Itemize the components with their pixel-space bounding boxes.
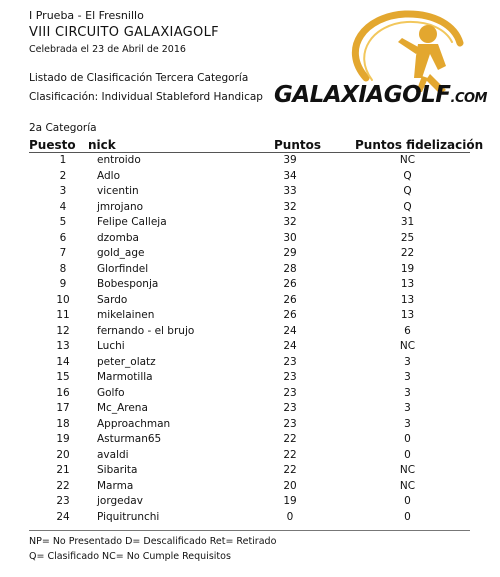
nick-cell: vicentin [97,185,139,197]
nick-cell: Glorfindel [97,262,149,275]
position-cell: 19 [56,433,70,445]
position-cell: 10 [56,293,70,306]
nick-cell: peter_olatz [97,355,156,368]
loyalty-points-cell: 0 [404,495,411,507]
column-header-nick: nick [88,138,116,152]
column-header-position: Puesto [29,138,76,152]
position-cell: 14 [56,355,70,368]
nick-cell: mikelainen [97,309,155,321]
nick-cell: Golfo [97,386,125,399]
points-cell: 22 [283,433,297,445]
nick-cell: Felipe Calleja [97,216,167,228]
galaxiagolf-logo [270,8,487,108]
table-row [0,448,500,464]
table-row [0,184,500,200]
position-cell: 23 [56,495,70,507]
position-cell: 17 [56,402,70,414]
nick-cell: Marma [97,479,134,492]
loyalty-points-cell: 3 [404,386,411,399]
position-cell: 5 [59,216,67,228]
nick-cell: Bobesponja [97,278,159,290]
table-row [0,432,500,448]
nick-cell: Approachman [97,417,171,430]
nick-cell: entroido [97,154,141,166]
results-table [0,153,500,525]
footer-divider [29,530,470,531]
position-cell: 7 [59,247,67,259]
position-cell: 2 [59,169,67,182]
points-cell: 24 [283,324,297,337]
points-cell: 32 [283,200,297,213]
nick-cell: Adlo [97,169,121,182]
points-cell: 28 [283,262,297,275]
table-row [0,215,500,231]
nick-cell: jmrojano [97,200,144,213]
loyalty-points-cell: 13 [400,293,415,306]
classification-type: Clasificación: Individual Stableford Handicap [29,91,263,103]
points-cell: 23 [283,402,297,414]
table-row [0,417,500,433]
loyalty-points-cell: 0 [404,433,411,445]
points-cell: 0 [286,510,294,523]
points-cell: 20 [283,479,297,492]
loyalty-points-cell: 3 [404,355,411,368]
table-row [0,324,500,340]
loyalty-points-cell: 6 [404,324,411,337]
legend-line-1: NP= No Presentado D= Descalificado Ret= Retirado [29,536,277,547]
position-cell: 4 [59,200,67,213]
points-cell: 23 [283,355,297,368]
nick-cell: Mc_Arena [97,402,148,414]
category-label: 2a Categoría [29,122,97,134]
position-cell: 16 [56,386,70,399]
points-cell: 29 [283,247,297,259]
table-row [0,463,500,479]
loyalty-points-cell: 3 [404,402,411,414]
position-cell: 13 [56,340,70,352]
nick-cell: Luchi [97,340,125,352]
table-row [0,277,500,293]
table-row [0,355,500,371]
points-cell: 39 [283,154,297,166]
loyalty-points-cell: 25 [400,231,415,244]
nick-cell: jorgedav [97,495,143,507]
logo-wordmark: GALAXIAGOLF.COM [274,82,487,108]
loyalty-points-cell: 3 [404,417,411,430]
loyalty-points-cell: 19 [400,262,415,275]
position-cell: 6 [59,231,67,244]
table-row [0,153,500,169]
position-cell: 24 [56,510,70,523]
loyalty-points-cell: 3 [404,371,411,383]
nick-cell: gold_age [97,247,145,259]
points-cell: 19 [283,495,297,507]
column-header-loyalty-points: Puntos fidelización [355,138,484,152]
nick-cell: Marmotilla [97,371,153,383]
position-cell: 11 [56,309,70,321]
points-cell: 30 [283,231,297,244]
table-row [0,401,500,417]
points-cell: 26 [283,278,297,290]
loyalty-points-cell: 13 [400,278,415,290]
loyalty-points-cell: NC [399,464,416,476]
points-cell: 26 [283,309,297,321]
nick-cell: Sardo [97,293,128,306]
loyalty-points-cell: Q [403,169,412,182]
position-cell: 15 [56,371,70,383]
points-cell: 22 [283,464,297,476]
circuit-title: VIII CIRCUITO GALAXIAGOLF [29,25,219,40]
position-cell: 1 [59,154,67,166]
position-cell: 22 [56,479,70,492]
loyalty-points-cell: NC [399,340,416,352]
loyalty-points-cell: 31 [400,216,415,228]
position-cell: 8 [59,262,67,275]
nick-cell: Sibarita [97,464,138,476]
table-row [0,479,500,495]
column-header-points: Puntos [274,138,322,152]
position-cell: 12 [56,324,70,337]
table-row [0,308,500,324]
table-row [0,370,500,386]
nick-cell: avaldi [97,448,129,461]
position-cell: 21 [56,464,70,476]
points-cell: 22 [283,448,297,461]
position-cell: 3 [59,185,67,197]
event-date: Celebrada el 23 de Abril de 2016 [29,44,186,55]
nick-cell: Asturman65 [97,433,162,445]
loyalty-points-cell: 22 [400,247,415,259]
position-cell: 18 [56,417,70,430]
table-row [0,200,500,216]
table-row [0,494,500,510]
table-row [0,246,500,262]
points-cell: 24 [283,340,297,352]
legend-line-2: Q= Clasificado NC= No Cumple Requisitos [29,551,231,562]
points-cell: 26 [283,293,297,306]
points-cell: 23 [283,386,297,399]
table-row [0,231,500,247]
loyalty-points-cell: 0 [404,448,411,461]
points-cell: 32 [283,216,297,228]
table-row [0,293,500,309]
points-cell: 23 [283,417,297,430]
position-cell: 20 [56,448,70,461]
nick-cell: dzomba [97,231,139,244]
loyalty-points-cell: 13 [400,309,415,321]
event-title: I Prueba - El Fresnillo [29,9,144,22]
loyalty-points-cell: NC [399,154,416,166]
table-row [0,386,500,402]
nick-cell: Piquitrunchi [97,510,160,523]
loyalty-points-cell: 0 [404,510,411,523]
table-row [0,339,500,355]
position-cell: 9 [59,278,67,290]
loyalty-points-cell: Q [403,200,412,213]
points-cell: 34 [283,169,297,182]
listing-title: Listado de Clasificación Tercera Categoría [29,72,249,84]
points-cell: 23 [283,371,297,383]
table-row [0,262,500,278]
nick-cell: fernando - el brujo [97,324,195,337]
table-row [0,510,500,526]
table-row [0,169,500,185]
loyalty-points-cell: NC [399,479,416,492]
points-cell: 33 [283,185,297,197]
loyalty-points-cell: Q [403,185,412,197]
